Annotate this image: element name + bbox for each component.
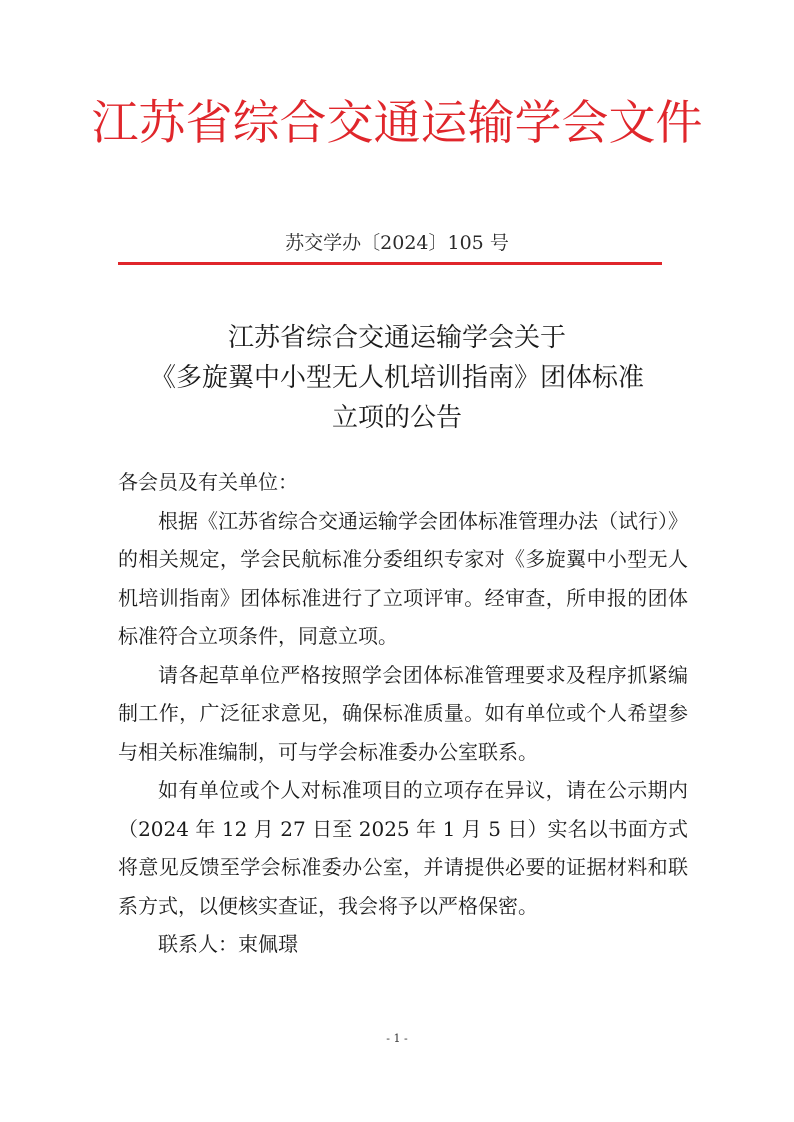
document-header-title: 江苏省综合交通运输学会文件 <box>91 96 703 151</box>
document-number: 苏交学办〔2024〕105 号 <box>285 232 509 254</box>
paragraph-objection-notice: 如有单位或个人对标准项目的立项存在异议，请在公示期内（2024 年 12 月 27 日至 2025 年 1 月 5 日）实名以书面方式将意见反馈至学会标准委办公室，并请提供必要的证据材料和联系方式，以便核实查证，我会将予以严格保密。 <box>118 778 688 918</box>
title-line-3: 立项的公告 <box>331 403 462 433</box>
title-line-1: 江苏省综合交通运输学会关于 <box>227 323 566 353</box>
header-red-divider <box>118 262 662 265</box>
page-number: - 1 - <box>386 1032 408 1045</box>
announcement-body <box>118 463 688 964</box>
announcement-title <box>0 318 794 438</box>
salutation: 各会员及有关单位： <box>118 470 298 494</box>
paragraph-drafting-request: 请各起草单位严格按照学会团体标准管理要求及程序抓紧编制工作，广泛征求意见，确保标准质量。如有单位或个人希望参与相关标准编制，可与学会标准委办公室联系。 <box>118 662 688 764</box>
title-line-2: 《多旋翼中小型无人机培训指南》团体标准 <box>149 363 644 393</box>
paragraph-contact-person: 联系人：束佩璟 <box>158 932 298 956</box>
paragraph-basis: 根据《江苏省综合交通运输学会团体标准管理办法（试行）》的相关规定，学会民航标准分委组织专家对《多旋翼中小型无人机培训指南》团体标准进行了立项评审。经审查，所申报的团体标准符合立项条件，同意立项。 <box>118 508 688 648</box>
